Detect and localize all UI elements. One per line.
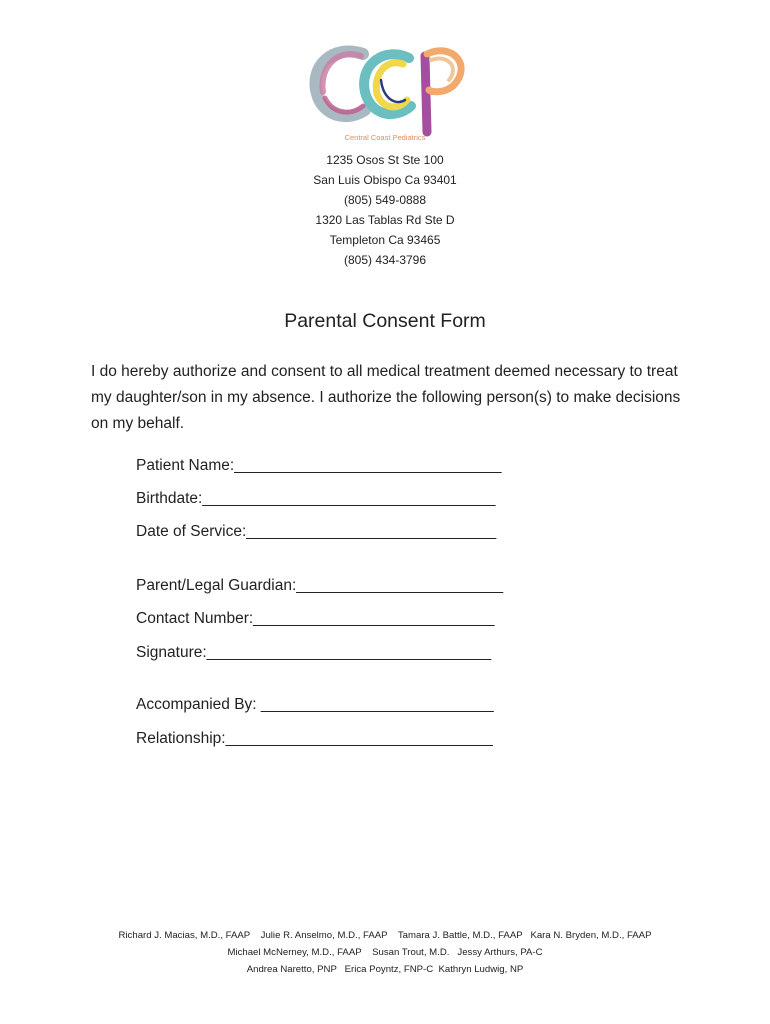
relationship-field[interactable]: Relationship:_______________________________	[136, 730, 493, 747]
address-line: Templeton Ca 93465	[329, 233, 441, 247]
form-title: Parental Consent Form	[284, 310, 486, 332]
provider-line: Andrea Naretto, PNP Erica Poyntz, FNP-C Kathryn Ludwig, NP	[246, 964, 524, 975]
contact-number-field[interactable]: Contact Number:____________________________	[136, 610, 495, 627]
phone-line: (805) 434-3796	[343, 253, 427, 267]
provider-line: Richard J. Macias, M.D., FAAP Julie R. Anselmo, M.D., FAAP Tamara J. Battle, M.D., FAAP Kara N. Bryden, M.D., FAAP	[118, 930, 652, 941]
phone-line: (805) 549-0888	[343, 193, 427, 207]
provider-list	[0, 927, 770, 978]
signature-field[interactable]: Signature:_________________________________	[136, 644, 492, 661]
provider-line: Michael McNerney, M.D., FAAP Susan Trout, M.D. Jessy Arthurs, PA-C	[227, 947, 543, 958]
consent-statement: I do hereby authorize and consent to all medical treatment deemed necessary to treat my daughter/son in my absence. I authorize the following person(s) to make decisions on my behalf.	[91, 363, 681, 432]
parent-guardian-field[interactable]: Parent/Legal Guardian:________________________	[136, 577, 504, 594]
address-line: San Luis Obispo Ca 93401	[313, 173, 457, 187]
clinic-address-block	[0, 150, 770, 270]
ccp-logo	[303, 36, 473, 146]
patient-name-field[interactable]: Patient Name:_______________________________	[136, 457, 502, 474]
address-line: 1235 Osos St Ste 100	[326, 153, 444, 167]
date-of-service-field[interactable]: Date of Service:_____________________________	[136, 523, 497, 540]
logo-tagline: Central Coast Pediatrics	[344, 133, 426, 142]
accompanied-by-field[interactable]: Accompanied By: ___________________________	[136, 696, 494, 713]
address-line: 1320 Las Tablas Rd Ste D	[315, 213, 455, 227]
birthdate-field[interactable]: Birthdate:__________________________________	[136, 490, 496, 507]
